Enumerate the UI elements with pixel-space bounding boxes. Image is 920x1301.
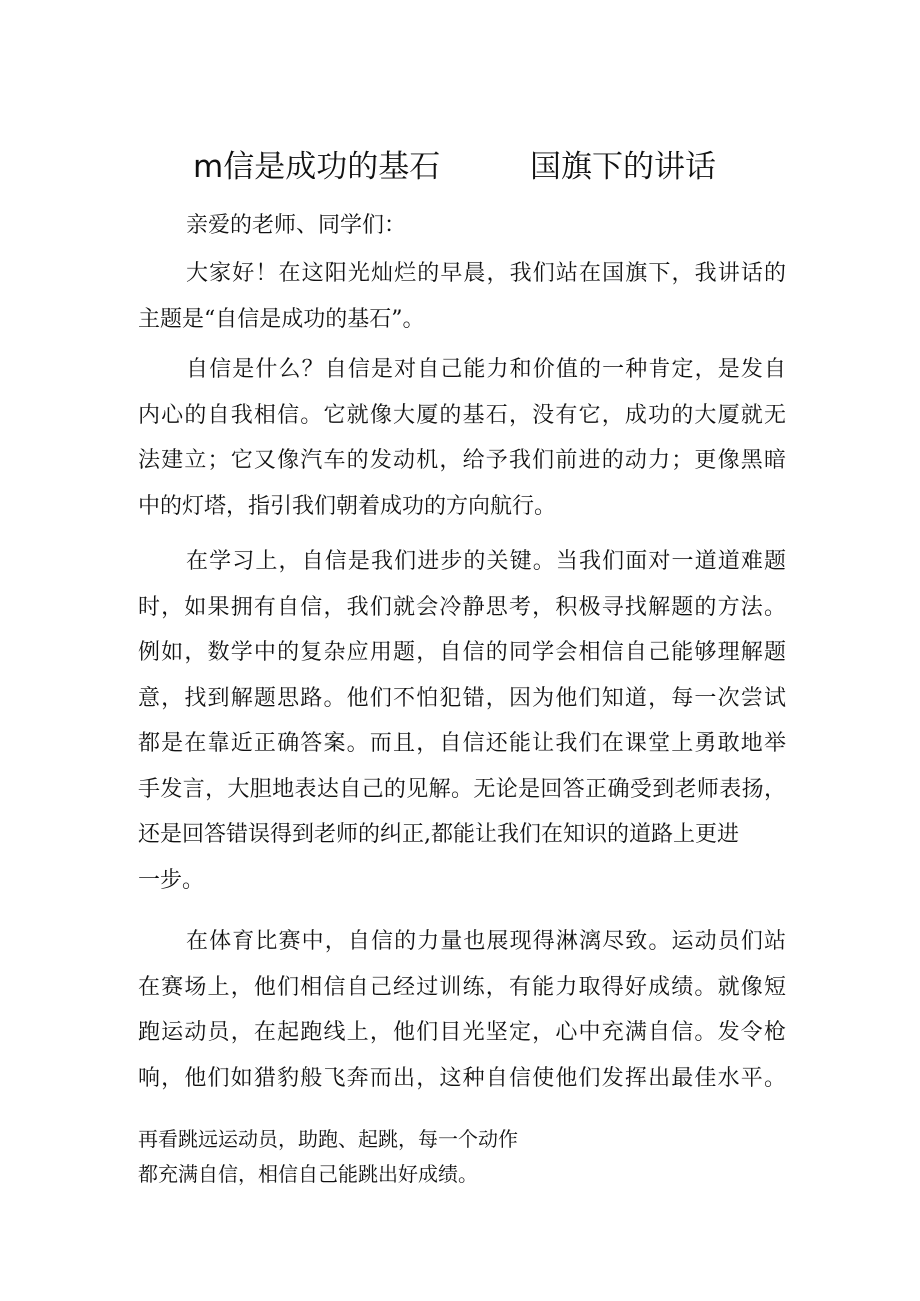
paragraph-study <box>138 539 798 903</box>
paragraph-line: 主题是“自信是成功的基石”。 <box>138 306 425 332</box>
tail-line: 都充满自信，相信自己能跳出好成绩。 <box>138 1162 478 1186</box>
paragraph-line: 意，找到解题思路。他们不怕犯错，因为他们知道，每一次尝试 <box>138 685 786 711</box>
paragraph-line: 大家好！在这阳光灿烂的早晨，我们站在国旗下，我讲话的 <box>186 261 786 286</box>
paragraph-line: 例如，数学中的复杂应用题，自信的同学会相信自己能够理解题 <box>138 640 786 665</box>
paragraph-line: 时，如果拥有自信，我们就会冷静思考，积极寻找解题的方法。 <box>138 594 786 620</box>
paragraph-line: 在赛场上，他们相信自己经过训练，有能力取得好成绩。就像短 <box>138 974 786 1000</box>
paragraph-line: 还是回答错误得到老师的纠正,都能让我们在知识的道路上更进 <box>138 822 739 847</box>
title-main: m信是成功的基石 <box>193 149 441 185</box>
document-title <box>0 144 920 190</box>
title-subtitle: 国旗下的讲话 <box>530 149 716 185</box>
paragraph-sports <box>138 919 798 1101</box>
paragraph-line: 在体育比赛中，自信的力量也展现得淋漓尽致。运动员们站 <box>186 929 786 954</box>
paragraph-greeting <box>138 251 798 342</box>
paragraph-line: 法建立；它又像汽车的发动机，给予我们前进的动力；更像黑暗 <box>138 448 786 473</box>
paragraph-line: 内心的自我相信。它就像大厦的基石，没有它，成功的大厦就无 <box>138 402 786 428</box>
tail-line: 再看跳远运动员，助跑、起跳，每一个动作 <box>138 1127 518 1151</box>
paragraph-line: 中的灯塔，指引我们朝着成功的方向航行。 <box>138 493 557 519</box>
paragraph-what-is-confidence <box>138 347 798 529</box>
paragraph-line: 自信是什么？自信是对自己能力和价值的一种肯定，是发自 <box>186 357 786 382</box>
paragraph-line: 手发言，大胆地表达自己的见解。无论是回答正确受到老师表扬， <box>138 776 786 802</box>
paragraph-line: 一步。 <box>138 867 205 893</box>
paragraph-line: 在学习上，自信是我们进步的关键。当我们面对一道道难题 <box>186 549 786 574</box>
paragraph-line: 跑运动员，在起跑线上，他们目光坚定，心中充满自信。发令枪 <box>138 1020 786 1045</box>
salutation <box>138 203 798 249</box>
paragraph-line: 响，他们如猎豹般飞奔而出，这种自信使他们发挥出最佳水平。 <box>138 1065 786 1091</box>
salutation-text: 亲爱的老师、同学们： <box>186 213 407 238</box>
paragraph-line: 都是在靠近正确答案。而且，自信还能让我们在课堂上勇敢地举 <box>138 731 786 756</box>
